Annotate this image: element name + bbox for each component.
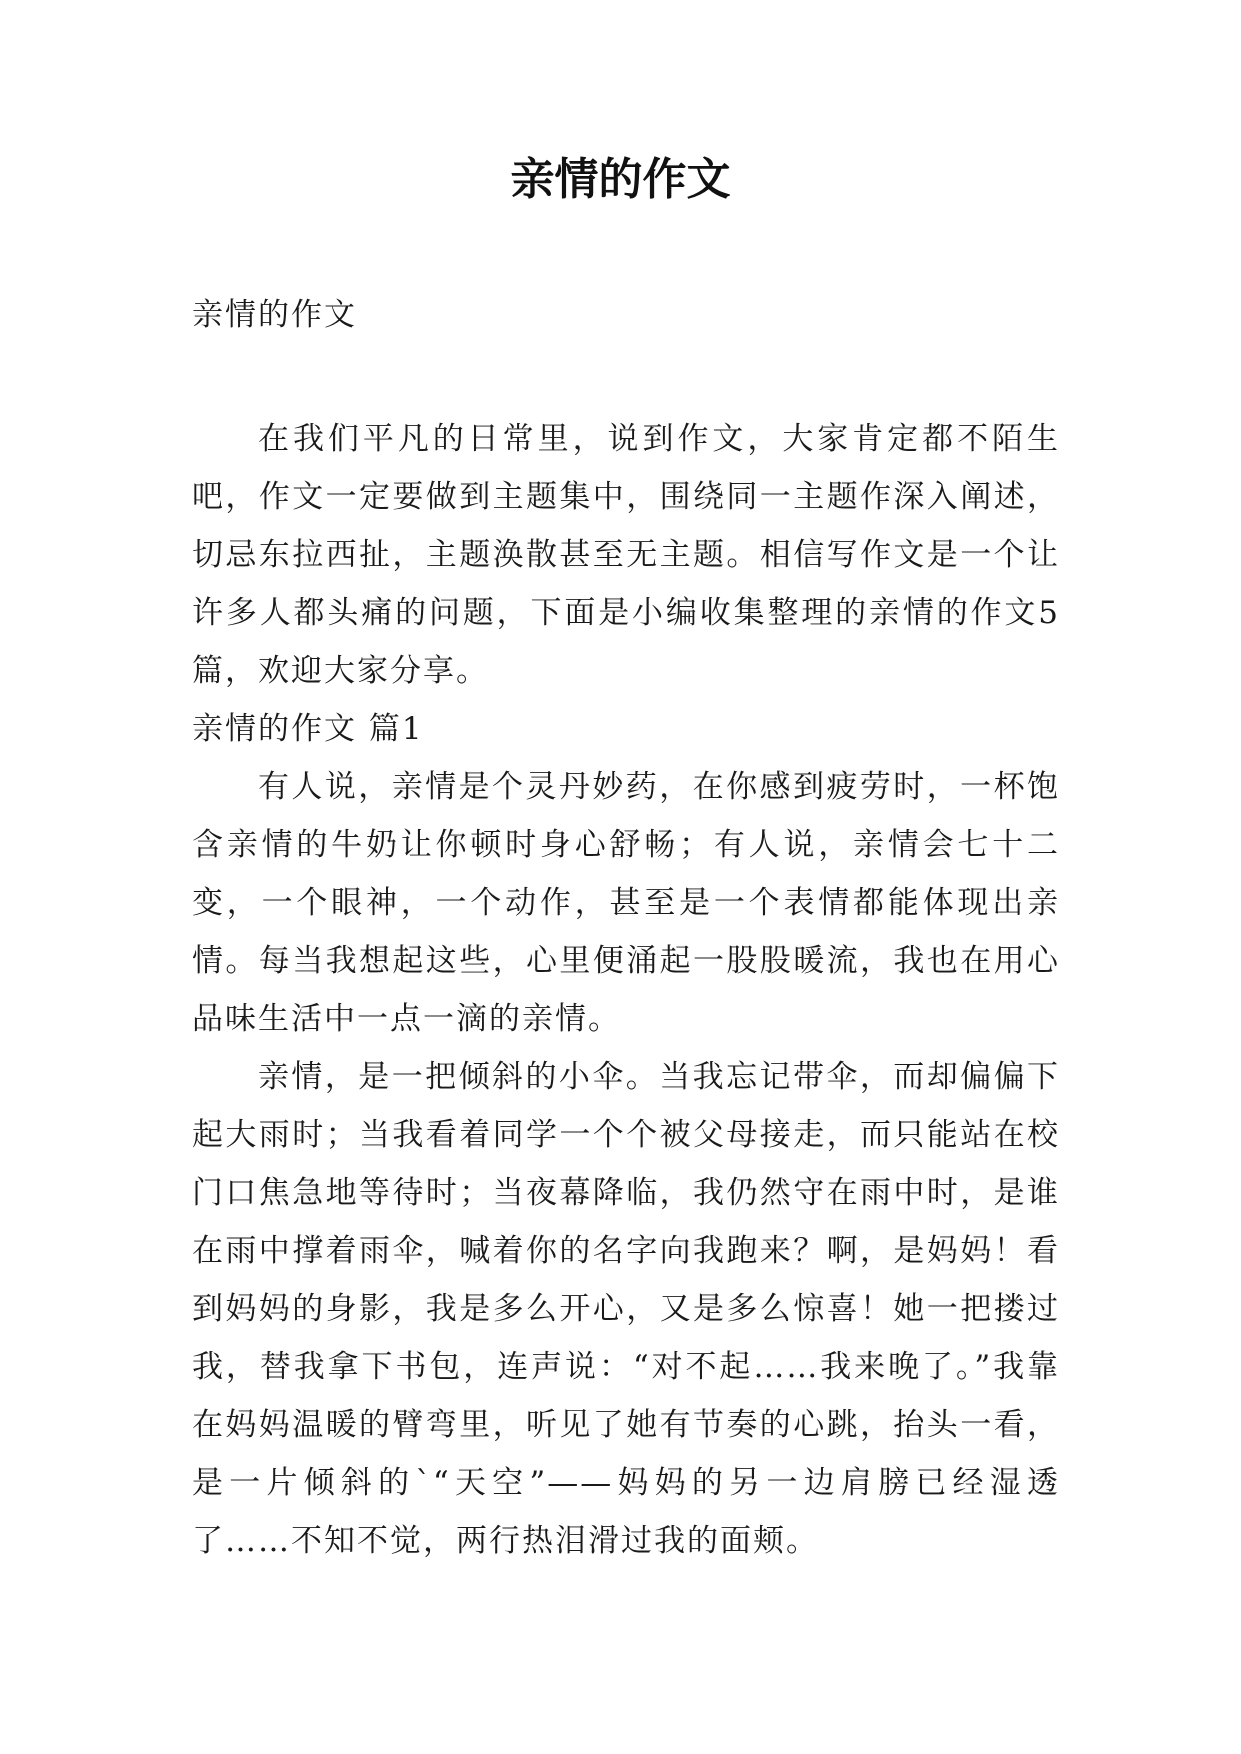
document-body [192, 286, 1060, 1570]
document-subtitle: 亲情的作文 [192, 297, 357, 333]
document-title: 亲情的作文 [510, 154, 731, 205]
body-paragraph: 亲情，是一把倾斜的小伞。当我忘记带伞，而却偏偏下起大雨时；当我看着同学一个个被父母接走，而只能站在校门口焦急地等待时；当夜幕降临，我仍然守在雨中时，是谁在雨中撑着雨伞，喊着你的名字向我跑来？啊，是妈妈！看到妈妈的身影，我是多么开心，又是多么惊喜！她一把搂过我，替我拿下书包，连声说：“对不起……我来晚了。”我靠在妈妈温暖的臂弯里，听见了她有节奏的心跳，抬头一看，是一片倾斜的`“天空”——妈妈的另一边肩膀已经湿透了……不知不觉，两行热泪滑过我的面颊。 [192, 1059, 1060, 1559]
body-paragraph: 有人说，亲情是个灵丹妙药，在你感到疲劳时，一杯饱含亲情的牛奶让你顿时身心舒畅；有人说，亲情会七十二变，一个眼神，一个动作，甚至是一个表情都能体现出亲情。每当我想起这些，心里便涌起一股股暖流，我也在用心品味生活中一点一滴的亲情。 [192, 769, 1060, 1037]
paragraph-spacer [192, 344, 1060, 410]
section-heading: 亲情的作文 篇1 [192, 711, 424, 747]
intro-paragraph: 在我们平凡的日常里，说到作文，大家肯定都不陌生吧，作文一定要做到主题集中，围绕同一主题作深入阐述，切忌东拉西扯，主题涣散甚至无主题。相信写作文是一个让许多人都头痛的问题，下面是小编收集整理的亲情的作文5篇，欢迎大家分享。 [192, 421, 1060, 689]
